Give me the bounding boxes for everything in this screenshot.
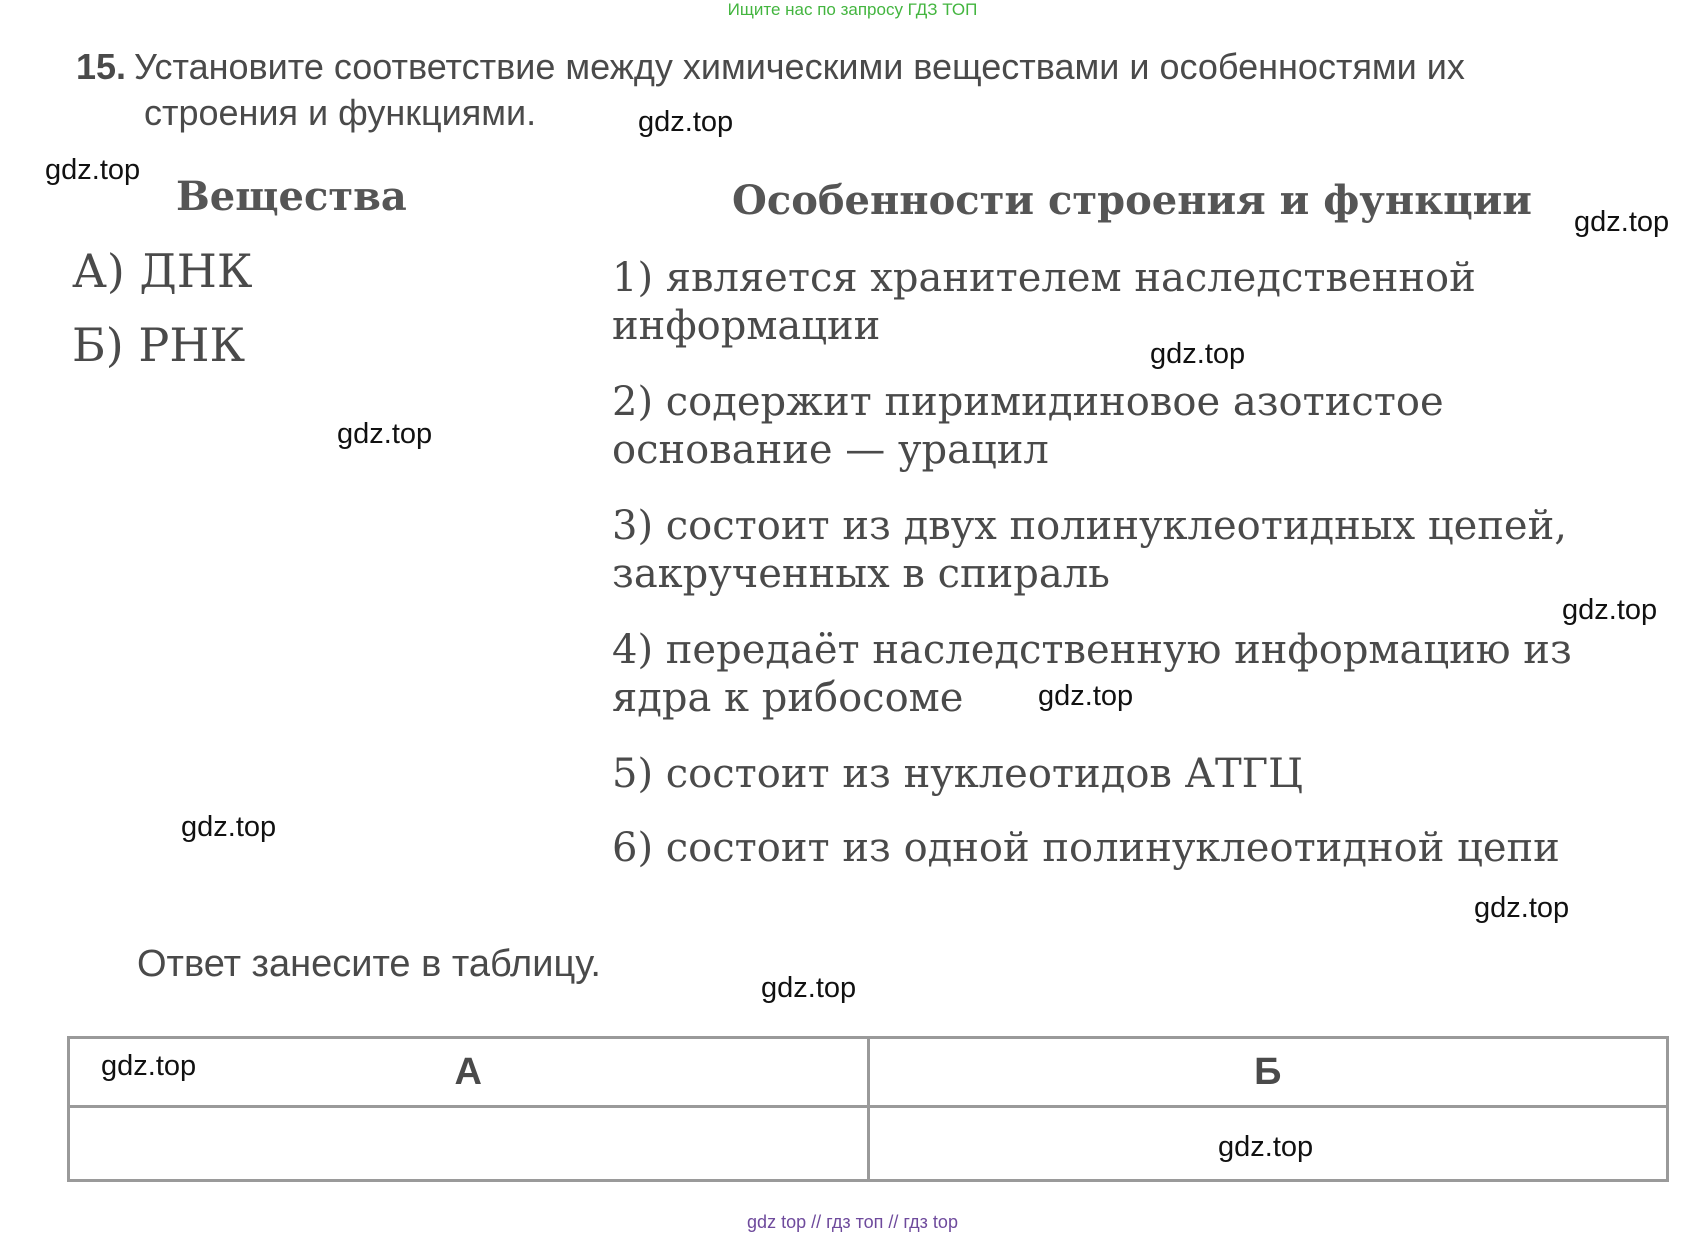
substance-item-a: А) ДНК [72, 244, 253, 298]
task-text-line1: Установите соответствие между химическими веществами и особенностями их [134, 46, 1465, 87]
task-number: 15. [76, 46, 127, 87]
answer-table-value-row [69, 1107, 1668, 1181]
answer-table-header-row [69, 1038, 1668, 1107]
watermark: gdz.top [101, 1050, 197, 1082]
task-statement [76, 44, 1686, 136]
answer-cell-a[interactable] [69, 1107, 869, 1181]
feature-item-5: 5) состоит из нуклеотидов АТГЦ [612, 751, 1303, 797]
watermark: gdz.top [1474, 892, 1570, 924]
substances-header: Вещества [176, 173, 407, 220]
watermark: gdz.top [638, 106, 734, 138]
task-text-line2: строения и функциями. [144, 92, 537, 133]
feature-item-6: 6) состоит из одной полинуклеотидной цепи [612, 825, 1560, 871]
watermark: gdz.top [761, 972, 857, 1004]
substance-item-b: Б) РНК [72, 318, 246, 372]
feature-item-1: 1) является хранителем наследственной информации [612, 255, 1476, 349]
watermark: gdz.top [337, 418, 433, 450]
watermark: gdz.top [1150, 338, 1246, 370]
answer-header-a: А [69, 1038, 869, 1107]
watermark: gdz.top [45, 154, 141, 186]
watermark: gdz.top [1574, 206, 1670, 238]
feature-item-4: 4) передаёт наследственную информацию из ядра к рибосоме [612, 627, 1572, 721]
watermark: gdz.top [1038, 680, 1134, 712]
feature-item-2: 2) содержит пиримидиновое азотистое основание — урацил [612, 379, 1444, 473]
answer-header-b: Б [868, 1038, 1668, 1107]
feature-item-3: 3) состоит из двух полинуклеотидных цепей, закрученных в спираль [612, 503, 1567, 597]
watermark: gdz.top [1562, 594, 1658, 626]
watermark: gdz.top [181, 811, 277, 843]
features-header: Особенности строения и функции [732, 177, 1532, 224]
watermark: gdz.top [1218, 1131, 1314, 1163]
footer-watermark: gdz top // гдз топ // гдз top [747, 1212, 958, 1232]
answer-table [67, 1036, 1669, 1182]
top-banner: Ищите нас по запросу ГДЗ ТОП [727, 0, 978, 19]
answer-instruction: Ответ занесите в таблицу. [137, 943, 601, 985]
